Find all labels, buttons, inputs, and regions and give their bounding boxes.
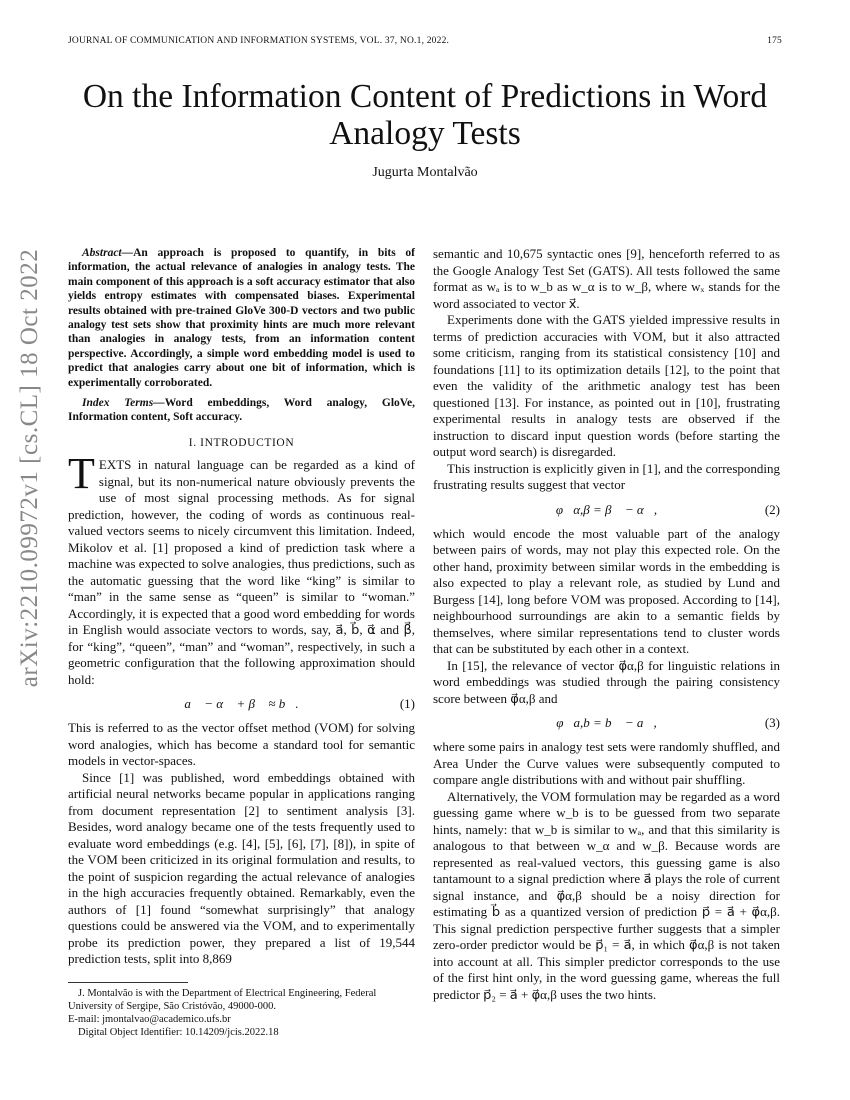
footnote-doi: Digital Object Identifier: 10.14209/jcis.2022.18 [78,1026,279,1038]
paper-title: On the Information Content of Predictions in Word Analogy Tests [82,78,768,152]
equation-1 [68,692,415,716]
equation-3 [433,711,780,735]
equation-1-number: (1) [399,696,415,712]
body-paragraph-gats: semantic and 10,675 syntactic ones [9], henceforth referred to as the Google Analogy Test Set (GATS). All tests followed the same format as wₐ is to w_b as w_α is to w_β, where wₓ stands for the word associated to vector x⃗. [433,246,780,311]
paper-author: Jugurta Montalvão [372,165,478,180]
equation-3-number: (3) [764,715,780,730]
section-heading-introduction: I. INTRODUCTION [188,436,295,449]
body-paragraph-proximity: which would encode the most valuable part of the analogy between pairs of words, may not play this expected role. On the other hand, proximity between similar words in the embedding is also expected to play a relevant role, as studied by Lund and Burgess [14], long before VOM was proposed. According to [14], neighbourhood surroundings are akin to a semantic fields by themselves, where similar representations tend to cluster words that can be substituted by each other in a context. [433,525,780,656]
intro-paragraph-2: This is referred to as the vector offset method (VOM) for solving word analogies, which has become a standard tool for semantic models in vector-spaces. [68,720,415,769]
right-column [433,246,780,1003]
intro-paragraph-1 [68,449,415,688]
index-terms [68,396,415,425]
footnote-email: E-mail: jmontalvao@academico.ufs.br [68,1013,231,1025]
equation-1-body: a⃗ − α⃗ + β⃗ ≈ b⃗. [184,696,299,712]
body-paragraph-instruction: This instruction is explicitly given in [1], and the corresponding frustrating results suggest that vector [433,460,780,492]
intro-paragraph-1-text: EXTS in natural language can be regarded as a kind of signal, but its non-numerical nature obviously prevents the use of most signal processing methods. As for signal prediction, however, the coding of words as continuous real-valued vectors seems to nicely circumvent this limitation. Indeed, Mikolov et al. [1] proposed a kind of prediction task where a machine was expected to solve analogies, thus predictions, such as the automatic guessing that the word like “king” is similar to “man” in the same sense as “queen” is similar to “woman.” Accordingly, it is expected that a good word embedding for words in English would associate vectors to words, say, a⃗, b⃗, α⃗ and β⃗, for “king”, “queen”, “man” and “woman”, respectively, in such a geometric configuration that the following approximation should hold: [68,457,415,687]
intro-paragraph-3: Since [1] was published, word embeddings obtained with artificial neural networks became popular in applications ranging from document representation [2] to sentiment analysis [3]. Besides, word analogy became one of the tests frequently used to evaluate word embeddings (e.g. [4], [5], [6], [7], [8]), in spite of the VOM been criticized in its original formulation and results, to the point of suspicion regarding the actual relevance of analogies in the high accuracies frequently obtained. Remarkably, even the authors of [1] found “somewhat surprisingly” that analogy questions could be answered via the VOM, and to experimentally probe its prediction power, they prepared a list of 19,544 prediction tests, split into 8,869 [68,769,415,967]
drop-cap: T [68,449,95,499]
abstract-label: Abstract— [82,247,134,259]
equation-2-body: φ⃗α,β = β⃗ − α⃗, [555,501,658,517]
abstract [68,246,415,390]
body-paragraph-criticism: Experiments done with the GATS yielded impressive results in terms of prediction accuracies with VOM, but it also attracted some criticism, ranging from its statistical consistency [10] and foundations [11] to its optimization details [12], to the point that even the validity of the arithmetic analogy test has been questioned [13]. For instance, as pointed out in [10], frustrating experimental results in analogy tests are observed if the instruction to discard input question words (before starting the output word search) is disregarded. [433,312,780,459]
footnote-affiliation: J. Montalvão is with the Department of Electrical Engineering, Federal University of Sergipe, São Cristóvão, 49000-000. [68,987,377,1012]
body-paragraph-relevance: In [15], the relevance of vector φ⃗α,β for linguistic relations in word embeddings was studied through the pairing consistency score between φ⃗α,β and [433,657,780,706]
abstract-text: An approach is proposed to quantify, in bits of information, the actual relevance of analogies in analogy tests. The main component of this approach is a soft accuracy estimator that also yields entropy estimates with compensated biases. Experimental results obtained with pre-trained GloVe 300-D vectors and two public analogy test sets show that proximity hints are much more relevant than analogies in analogy tests, from an information content perspective. Accordingly, a simple word embedding model is used to predict that analogies carry about one bit of information, which is experimentally corroborated. [68,247,415,389]
body-paragraph-shuffling: where some pairs in analogy test sets were randomly shuffled, and Area Under the Curve values were subsequently computed to compare angle distributions with and without pair shuffling. [433,739,780,787]
index-terms-label: Index Terms— [82,397,165,410]
arxiv-stamp [4,248,56,688]
journal-name: JOURNAL OF COMMUNICATION AND INFORMATION SYSTEMS, VOL. 37, NO.1, 2022. [68,36,450,46]
page-number: 175 [767,36,782,46]
equation-2 [433,498,780,522]
arxiv-identifier: arXiv:2210.09972v1 [cs.CL] 18 Oct 2022 [16,248,43,688]
footnote-rule [68,982,188,983]
body-paragraph-guessing-game: Alternatively, the VOM formulation may be regarded as a word guessing game where w_b is to be guessed from two separate hints, namely: that w_b is similar to wₐ, and that this similarity is analogous to that between w_α and w_β. Because words are represented as real-valued vectors, this guessing game is also tantamount to a signal prediction where a⃗ plays the role of current signal instance, and φ⃗α,β should be a noisy direction for estimating b⃗ as a quantized version of prediction p⃗ = a⃗ + φ⃗α,β. This signal prediction perspective further suggests that a simpler zero-order predictor would be p⃗₁ = a⃗, in which φ⃗α,β is not taken into account at all. This simpler predictor corresponds to the use of the first hint only, in the word guessing game, whereas the full predictor p⃗₂ = a⃗ + φ⃗α,β uses the two hints. [433,788,780,1002]
equation-2-number: (2) [764,501,780,517]
footnotes [68,987,415,1039]
running-head [68,36,782,50]
left-column [68,246,415,1039]
index-terms-text: Word embeddings, Word analogy, GloVe, Information content, Soft accuracy. [68,397,416,424]
equation-3-body: φ⃗a,b = b⃗ − a⃗, [556,715,657,730]
